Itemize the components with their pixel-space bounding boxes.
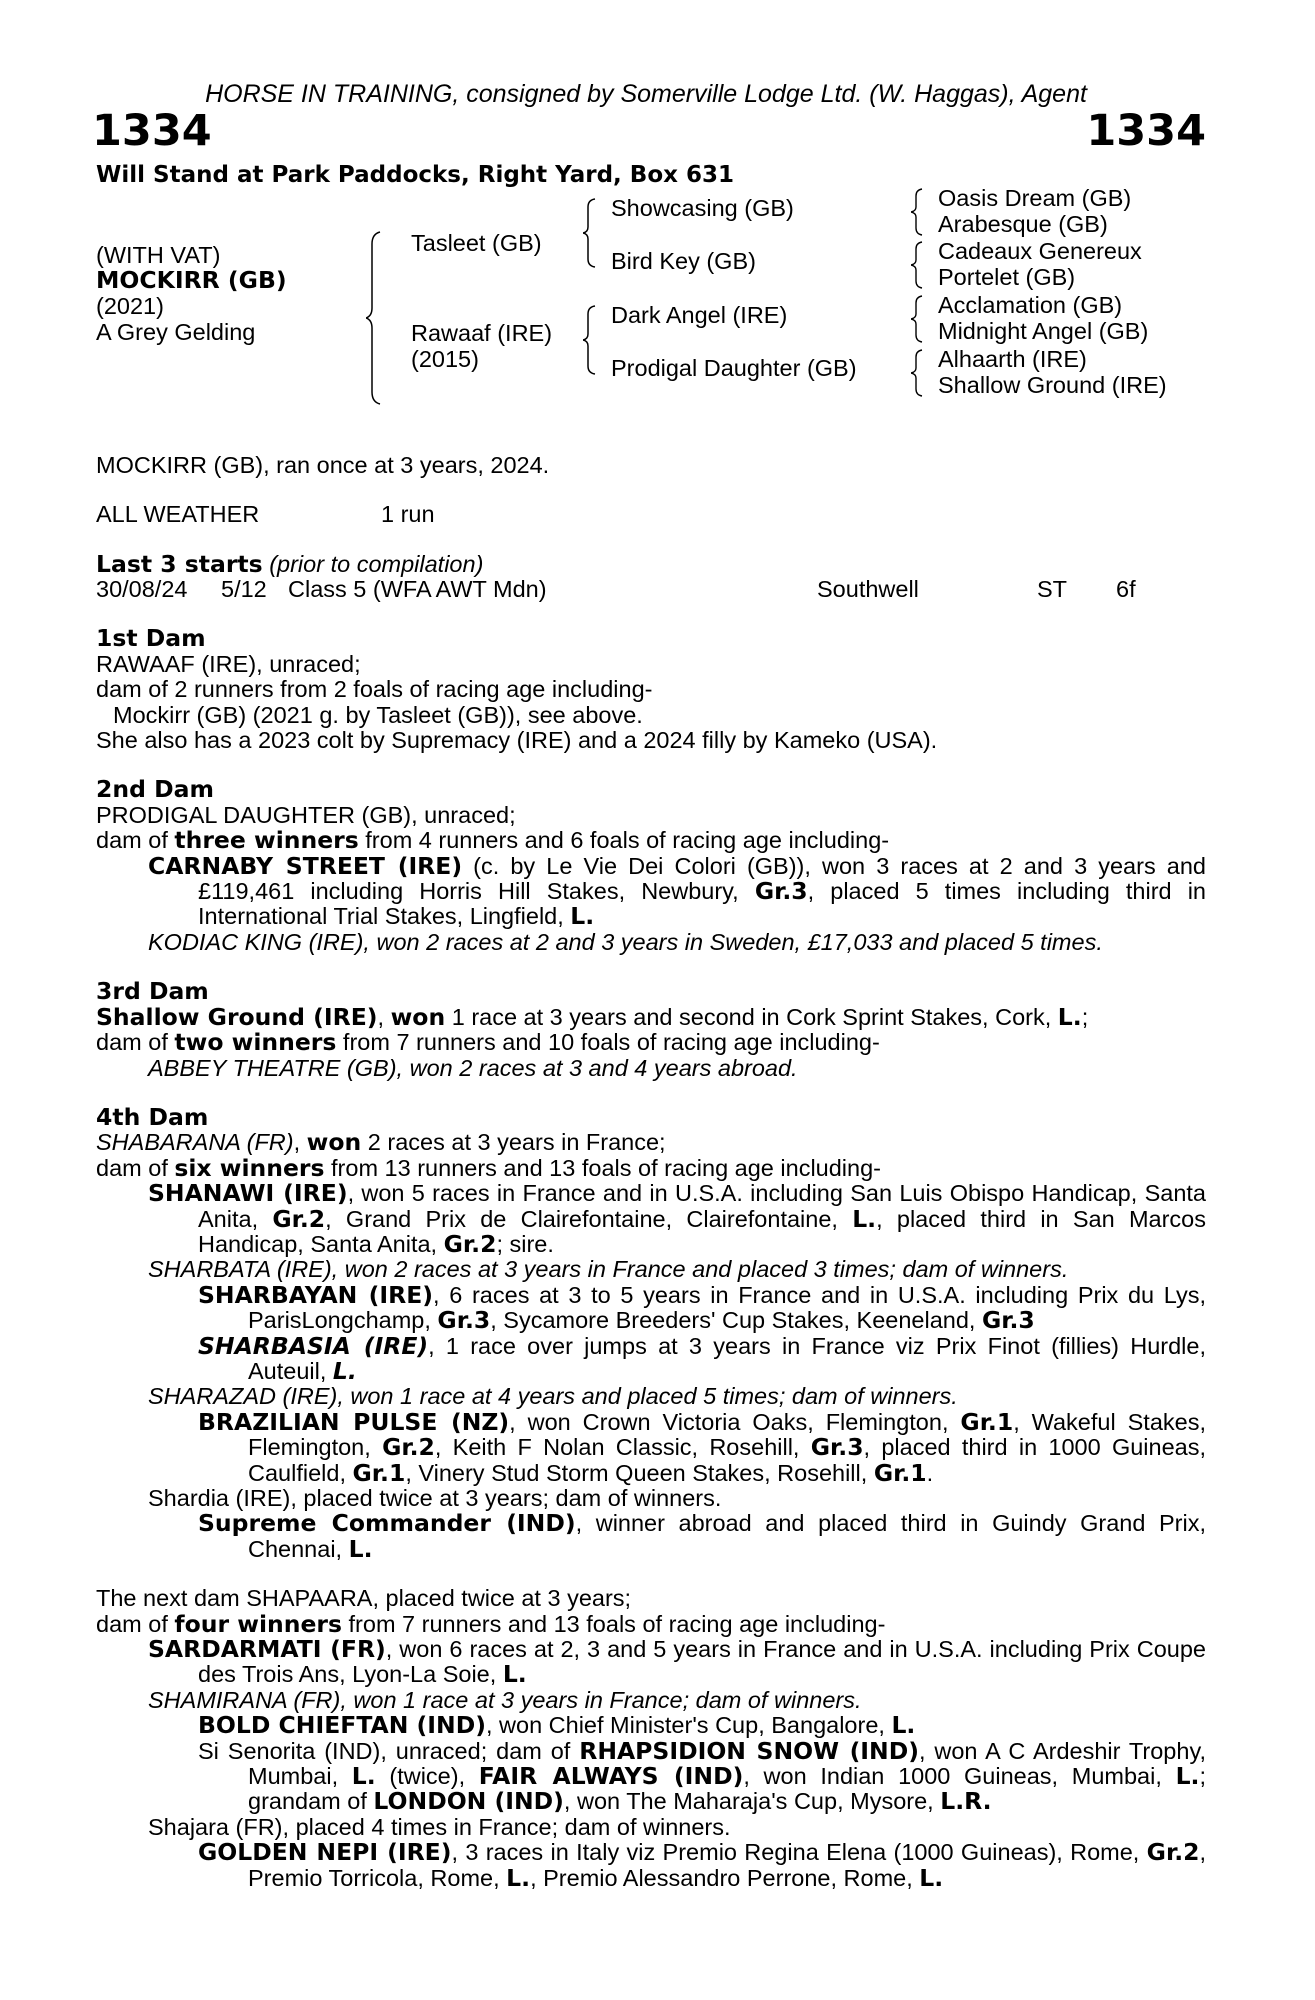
produce-entry: Shajara (FR), placed 4 times in France; dam of winners. (148, 1813, 731, 1840)
third-dam-line: Shallow Ground (IRE), won 1 race at 3 years and second in Cork Sprint Stakes, Cork, L.; (96, 1002, 1089, 1031)
produce-entry: BRAZILIAN PULSE (NZ), won Crown Victoria Oaks, Flemington, Gr.1, Wakeful Stakes, Flemington, Gr.2, Keith F Nolan Classic, Rosehill, Gr.3, placed third in 1000 Guineas, Caulfield, Gr.1, Vinery Stud Storm Queen Stakes, Rosehill, Gr.1. (198, 1407, 1207, 1487)
second-dam-section (96, 777, 1206, 955)
produce-entry: SHANAWI (IRE), won 5 races in France and in U.S.A. including San Luis Obispo Handicap, Santa Anita, Gr.2, Grand Prix de Clairefontaine, Clairefontaine, L., placed third in San Marcos Handicap, Santa Anita, Gr.2; sire. (148, 1179, 1206, 1258)
start-going: ST (1037, 576, 1068, 603)
last-starts-heading: Last 3 starts (96, 549, 263, 578)
vat-note: (WITH VAT) (96, 241, 221, 268)
first-dam-produce-summary: dam of 2 runners from 2 foals of racing age including- (96, 676, 653, 703)
produce-entry: SHARBASIA (IRE), 1 race over jumps at 3 years in France viz Prix Finot (fillies) Hurdle, Auteuil, L. (198, 1331, 1206, 1385)
third-dam-section (96, 979, 1206, 1081)
produce-entry: Shardia (IRE), placed twice at 3 years; dam of winners. (148, 1485, 722, 1511)
dam-name: Rawaaf (IRE) (411, 319, 553, 346)
lot-number-right: 1334 (1086, 106, 1206, 157)
produce-entry: Si Senorita (IND), unraced; dam of RHAPSIDION SNOW (IND), won A C Ardeshir Trophy, Mumbai, L. (twice), FAIR ALWAYS (IND), won Indian 1000 Guineas, Mumbai, L.; grandam of LONDON (IND), won The Maharaja's Cup, Mysore, L.R. (198, 1736, 1206, 1816)
dam-dam: Prodigal Daughter (GB) (611, 354, 857, 381)
start-position: 5/12 (221, 576, 267, 603)
fourth-dam-heading: 4th Dam (96, 1102, 209, 1131)
sire-sire: Showcasing (GB) (611, 194, 794, 221)
third-dam-heading: 3rd Dam (96, 977, 209, 1006)
produce-entry: SHARBAYAN (IRE), 6 races at 3 to 5 years in France and in U.S.A. including Prix du Lys, ParisLongchamp, Gr.3, Sycamore Breeders' Cup Stakes, Keeneland, Gr.3 (198, 1280, 1207, 1335)
lot-number-row (92, 107, 1206, 155)
start-race: Class 5 (WFA AWT Mdn) (288, 576, 547, 603)
pedigree-table (96, 184, 1206, 433)
fourth-dam-line: SHABARANA (FR), won 2 races at 3 years in France; (96, 1128, 666, 1157)
pedigree-brace-ss (911, 187, 925, 237)
produce-entry: SHARAZAD (IRE), won 1 race at 4 years and placed 5 times; dam of winners. (148, 1383, 958, 1410)
first-dam-heading: 1st Dam (96, 624, 206, 653)
stand-location: Will Stand at Park Paddocks, Right Yard, Box 631 (96, 162, 734, 189)
first-dam-produce: Mockirr (GB) (2021 g. by Tasleet (GB)), see above. (113, 701, 643, 728)
consignment-line: HORSE IN TRAINING, consigned by Somerville Lodge Ltd. (W. Haggas), Agent (205, 80, 1087, 108)
first-dam-also: She also has a 2023 colt by Supremacy (IRE) and a 2024 filly by Kameko (USA). (96, 727, 938, 754)
pedigree-brace-sire (583, 197, 599, 269)
fourth-dam-section (96, 1102, 1207, 1563)
catalogue-page (92, 80, 1207, 1892)
next-dam-produce-summary: dam of four winners from 7 runners and 13 foals of racing age including- (96, 1609, 886, 1638)
record-surface: ALL WEATHER (96, 501, 260, 528)
second-dam-heading: 2nd Dam (96, 775, 214, 804)
last-starts-section (96, 549, 1206, 603)
produce-entry: SHAMIRANA (FR), won 1 race at 3 years in France; dam of winners. (148, 1686, 862, 1713)
horse-year: (2021) (96, 292, 164, 319)
pedigree-brace-sd (911, 240, 925, 290)
pedigree-brace-dd (911, 348, 925, 398)
third-dam-produce-summary: dam of two winners from 7 runners and 10 foals of racing age including- (96, 1028, 880, 1057)
race-summary: MOCKIRR (GB), ran once at 3 years, 2024. (96, 451, 550, 478)
horse-description: A Grey Gelding (96, 318, 256, 345)
start-distance: 6f (1116, 576, 1136, 603)
second-dam-line: PRODIGAL DAUGHTER (GB), unraced; (96, 801, 516, 828)
sire-name: Tasleet (GB) (411, 229, 542, 256)
produce-entry: GOLDEN NEPI (IRE), 3 races in Italy viz Premio Regina Elena (1000 Guineas), Rome, Gr.2, Premio Torricola, Rome, L., Premio Alessandro Perrone, Rome, L. (198, 1838, 1207, 1892)
pedigree-brace-ds (911, 294, 925, 344)
start-course: Southwell (817, 576, 919, 603)
sire-sire-dam: Arabesque (GB) (938, 210, 1108, 237)
race-record (96, 502, 1206, 527)
produce-entry: BOLD CHIEFTAN (IND), won Chief Minister's Cup, Bangalore, L. (198, 1711, 916, 1740)
lot-number-left: 1334 (92, 106, 212, 157)
first-dam-section (96, 626, 1206, 753)
dam-dam-sire: Alhaarth (IRE) (938, 345, 1087, 372)
dam-dam-dam: Shallow Ground (IRE) (938, 371, 1167, 398)
dam-sire: Dark Angel (IRE) (611, 301, 788, 328)
second-dam-produce-summary: dam of three winners from 4 runners and 6 foals of racing age including- (96, 826, 890, 855)
record-runs: 1 run (381, 501, 435, 528)
produce-entry: ABBEY THEATRE (GB), won 2 races at 3 and 4 years abroad. (148, 1054, 798, 1081)
produce-entry: SARDARMATI (FR), won 6 races at 2, 3 and 5 years in France and in U.S.A. including Prix Coupe des Trois Ans, Lyon-La Soie, L. (148, 1635, 1206, 1689)
fourth-dam-produce-summary: dam of six winners from 13 runners and 13 foals of racing age including- (96, 1153, 881, 1182)
start-date: 30/08/24 (96, 576, 188, 603)
produce-entry: CARNABY STREET (IRE) (c. by Le Vie Dei Colori (GB)), won 3 races at 2 and 3 years and £119,461 including Horris Hill Stakes, Newbury, Gr.3, placed 5 times including third in International Trial Stakes, Lingfield, L. (148, 851, 1207, 931)
dam-sire-sire: Acclamation (GB) (938, 291, 1123, 318)
next-dam-line: The next dam SHAPAARA, placed twice at 3 years; (96, 1585, 632, 1612)
start-row (96, 577, 1206, 602)
pedigree-brace-dam (583, 304, 599, 376)
next-dam-section (96, 1586, 1206, 1891)
dam-year: (2015) (411, 345, 479, 372)
horse-name: MOCKIRR (GB) (96, 265, 287, 294)
pedigree-brace-main (366, 230, 386, 406)
produce-entry: SHARBATA (IRE), won 2 races at 3 years in France and placed 3 times; dam of winners. (148, 1256, 1069, 1283)
winner-name: CARNABY STREET (IRE) (148, 851, 463, 880)
sire-dam: Bird Key (GB) (611, 247, 756, 274)
produce-entry: Supreme Commander (IND), winner abroad and placed third in Guindy Grand Prix, Chennai, L. (198, 1509, 1206, 1563)
last-starts-note: (prior to compilation) (269, 550, 484, 577)
produce-entry: KODIAC KING (IRE), won 2 races at 2 and 3 years in Sweden, £17,033 and placed 5 times. (148, 928, 1103, 955)
dam-sire-dam: Midnight Angel (GB) (938, 317, 1149, 344)
sire-dam-dam: Portelet (GB) (938, 263, 1076, 290)
sire-sire-sire: Oasis Dream (GB) (938, 184, 1132, 211)
first-dam-line: RAWAAF (IRE), unraced; (96, 650, 361, 677)
sire-dam-sire: Cadeaux Genereux (938, 237, 1142, 264)
